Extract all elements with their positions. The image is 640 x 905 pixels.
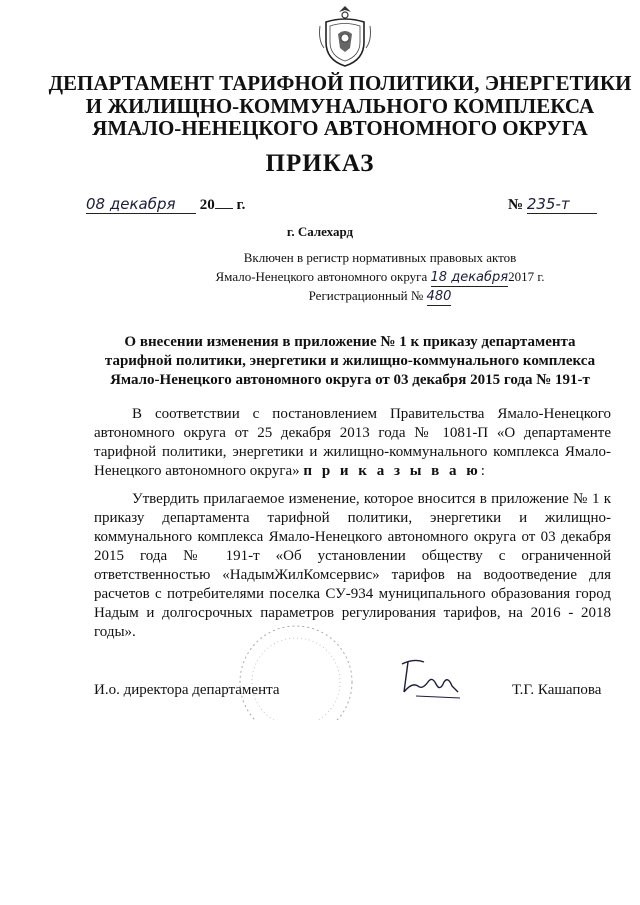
department-name-line3: ЯМАЛО-НЕНЕЦКОГО АВТОНОМНОГО ОКРУГА: [92, 116, 588, 140]
order-command: п р и к а з ы в а ю: [303, 463, 481, 479]
subject-line3: Ямало-Ненецкого автономного округа от 03 декабря 2015 года № 191-т: [110, 372, 590, 388]
signatory-role: И.о. директора департамента: [94, 682, 280, 698]
year-blank: [215, 208, 233, 209]
preamble-paragraph: [94, 405, 611, 481]
signatory-name: Т.Г. Кашапова: [512, 682, 602, 698]
preamble-end: :: [480, 463, 485, 479]
order-number: [508, 195, 597, 214]
round-stamp: [226, 620, 366, 720]
handwritten-registry-number: 480: [426, 289, 452, 304]
registry-line3: [180, 287, 580, 306]
handwritten-date: 08 декабря: [86, 195, 196, 214]
order-subject: [100, 333, 600, 390]
preamble-text: В соответствии с постановлением Правительства Ямало-Ненецкого автономного округа от 25 декабря 2013 года № 1081-П «О департаменте тарифной политики, энергетики и жилищно-коммунального комплекса Ямало-Ненецкого автономного округа»: [94, 406, 611, 479]
handwritten-number: 235-т: [527, 195, 597, 214]
subject-line2: тарифной политики, энергетики и жилищно-коммунального комплекса: [104, 353, 596, 369]
number-prefix: №: [508, 197, 524, 213]
registry-line2-suffix: 2017 г.: [508, 269, 545, 284]
department-name-line1: ДЕПАРТАМЕНТ ТАРИФНОЙ ПОЛИТИКИ, ЭНЕРГЕТИКИ: [48, 71, 632, 95]
decision-paragraph: Утвердить прилагаемое изменение, которое вносится в приложение № 1 к приказу департамента тарифной политики, энергетики и жилищно-коммунального комплекса Ямало-Ненецкого автономного округа от 03 декабря 2015 года № 191-т «Об установлении обществу с ограниченной ответственностью «НадымЖилКомсервис» тарифов на водоотведение для расчетов с потребителями поселка СУ-934 муниципального образования город Надым и долгосрочных параметров регулирования тарифов, на 2016 - 2018 годы».: [94, 491, 611, 640]
city: г. Салехард: [286, 224, 354, 239]
order-date: [86, 195, 245, 214]
registry-line2: [180, 268, 580, 287]
order-title: ПРИКАЗ: [265, 150, 375, 177]
registry-line3-prefix: Регистрационный №: [308, 288, 424, 303]
subject-line1: О внесении изменения в приложение № 1 к приказу департамента: [124, 334, 576, 350]
handwritten-registry-date: 18 декабря: [430, 270, 509, 285]
department-name-line2: И ЖИЛИЩНО-КОММУНАЛЬНОГО КОМПЛЕКСА: [85, 94, 595, 118]
registry-line2-prefix: Ямало-Ненецкого автономного округа: [215, 269, 428, 284]
registry-line1: Включен в регистр нормативных правовых актов: [243, 250, 517, 265]
year-suffix: г.: [236, 197, 246, 213]
year-prefix: 20: [199, 197, 215, 213]
handwritten-signature: [394, 652, 464, 704]
coat-of-arms-emblem: [316, 4, 374, 70]
